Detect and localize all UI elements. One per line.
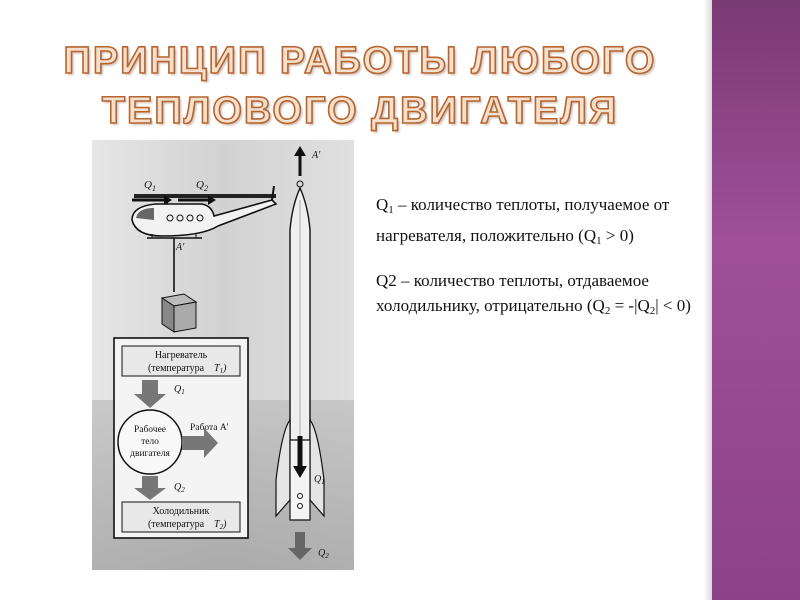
- heli-q2-label: $Q_2$: [196, 179, 208, 193]
- body-line-2: тело: [141, 437, 159, 447]
- heater-temp-symbol: $T_1$): [214, 363, 227, 375]
- q2-definition: Q2 – количество теплоты, отдаваемое холодильнику, отрицательно $(Q_2 = -|Q_2| < 0)$: [376, 271, 691, 317]
- diagram-q1-label: $Q_1$: [174, 384, 185, 396]
- heater-line-2: (температура: [147, 363, 205, 374]
- load-box-icon: [162, 294, 196, 332]
- explanation-text: [376, 192, 696, 338]
- body-line-3: двигателя: [130, 449, 170, 459]
- heli-a-prime-label: A': [176, 242, 185, 253]
- cooler-temp-symbol: $T_2$): [214, 519, 227, 531]
- rocket-q1-label: $Q_1$: [314, 474, 325, 486]
- decorative-side-bar: [712, 0, 800, 600]
- work-label: Работа A': [190, 423, 229, 433]
- title-line-2: ТЕПЛОВОГО ДВИГАТЕЛЯ: [101, 90, 619, 132]
- body-line-1: Рабочее: [133, 425, 167, 435]
- cooler-line-2: (температура: [147, 519, 205, 530]
- title-line-1: ПРИНЦИП РАБОТЫ ЛЮБОГО: [63, 40, 657, 82]
- diagram-q2-label: $Q_2$: [174, 482, 185, 494]
- heli-q1-label: $Q_1$: [144, 179, 156, 193]
- cooler-line-1: Холодильник: [152, 506, 210, 517]
- rocket-a-prime-label: A': [312, 150, 321, 161]
- q1-definition: $Q_1$ – количество теплоты, получаемое от нагревателя, положительно $(Q_1 > 0)$: [376, 195, 670, 247]
- slide-title: [40, 36, 680, 136]
- heater-line-1: Нагреватель: [154, 350, 208, 361]
- heat-engine-illustration: [92, 140, 354, 570]
- rocket-q2-label: $Q_2$: [318, 548, 329, 560]
